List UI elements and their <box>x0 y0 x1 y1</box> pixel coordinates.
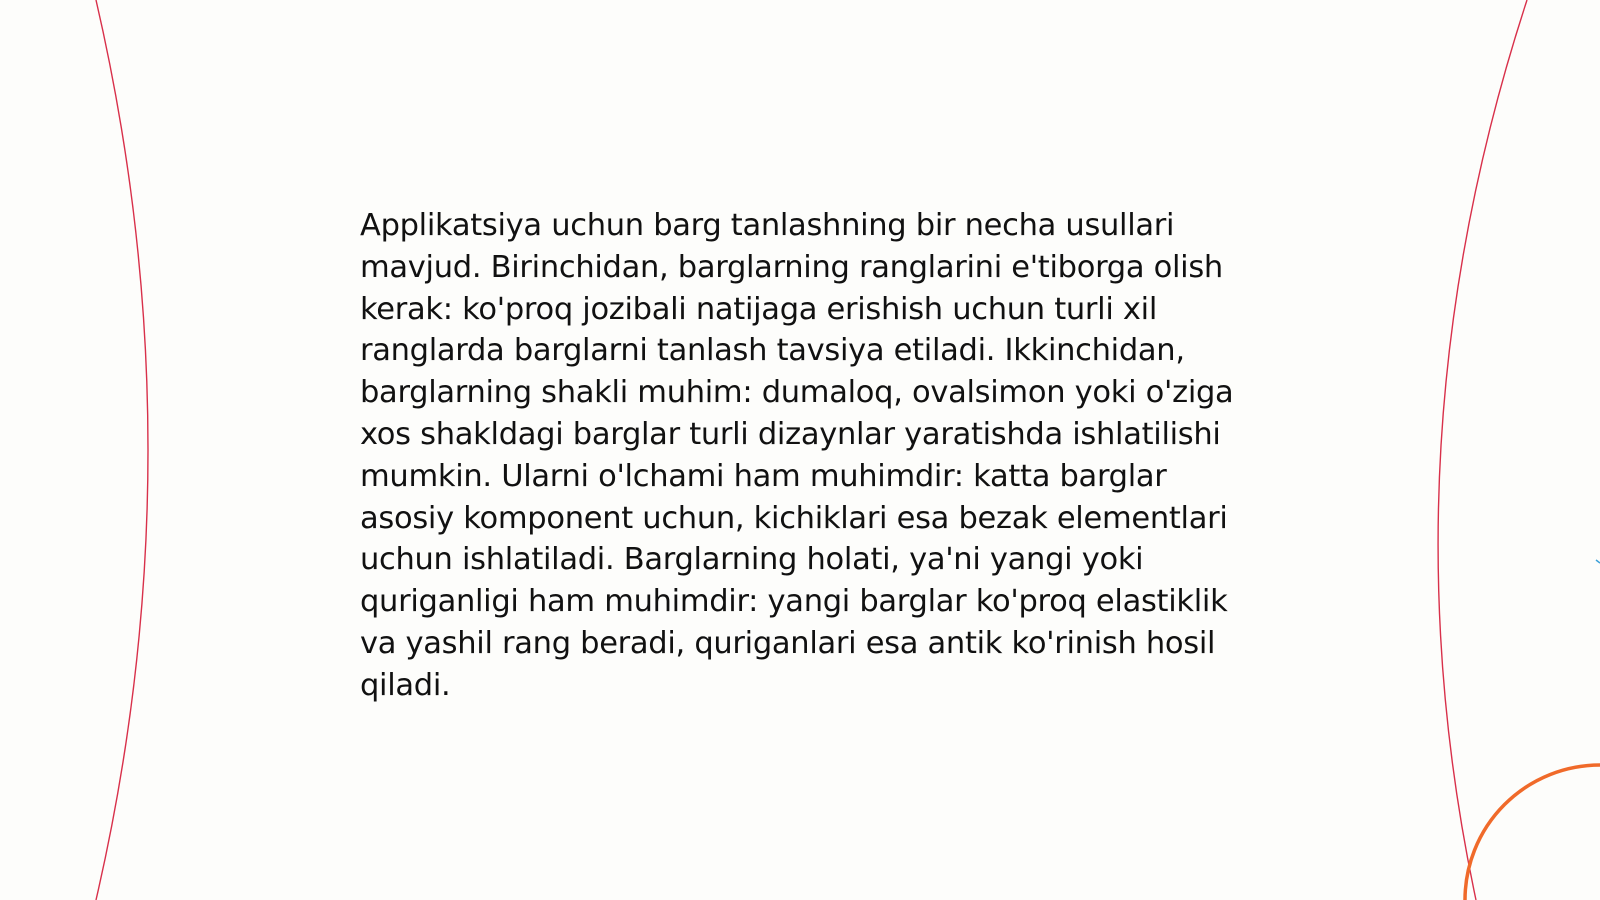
orange-circle-arc <box>1465 765 1600 900</box>
blue-tick-mark <box>1596 560 1600 563</box>
body-paragraph: Applikatsiya uchun barg tanlashning bir necha usullari mavjud. Birinchidan, barglarning ranglarini e'tiborga olish kerak: ko'proq jozibali natijaga erishish uchun turli xil ranglarda barglarni tanlash tavsiya etiladi. Ikkinchidan, barglarning shakli muhim: dumaloq, ovalsimon yoki o'ziga xos shakldagi barglar turli dizaynlar yaratishda ishlatilishi mumkin. Ularni o'lchami ham muhimdir: katta barglar asosiy komponent uchun, kichiklari esa bezak elementlari uchun ishlatiladi. Barglarning holati, ya'ni yangi yoki quriganligi ham muhimdir: yangi barglar ko'proq elastiklik va yashil rang beradi, quriganlari esa antik ko'rinish hosil qiladi. <box>360 208 1234 703</box>
left-curve-line <box>96 0 148 900</box>
right-curve-line <box>1438 0 1527 900</box>
